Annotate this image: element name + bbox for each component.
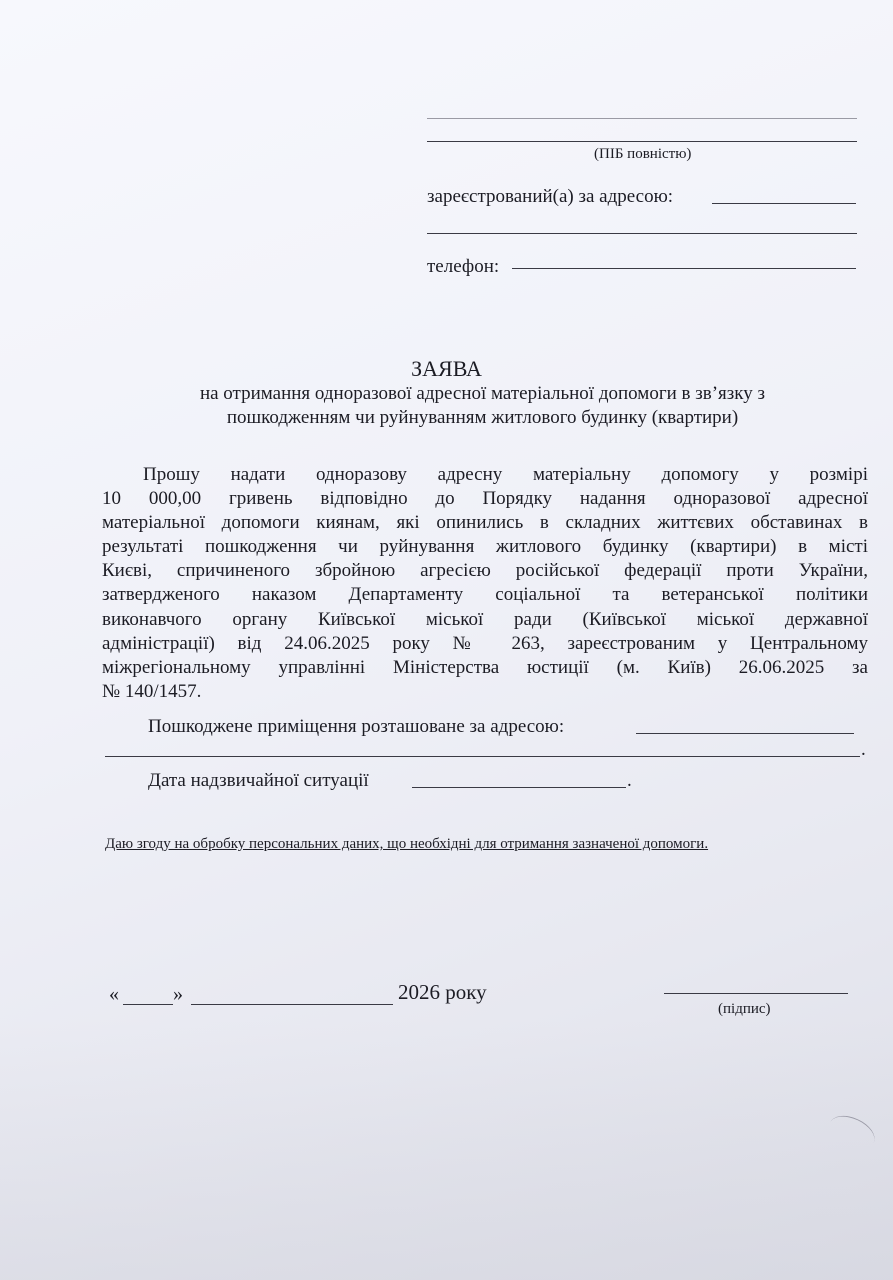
paragraph-line: 10 000,00 гривень відповідно до Порядку надання одноразової адресної [102, 488, 868, 510]
subtitle-line-1: на отримання одноразової адресної матеріальної допомоги в зв’язку з [199, 383, 766, 404]
date-period: . [627, 770, 632, 791]
address-period: . [861, 739, 866, 760]
paragraph-line: Прошу надати одноразову адресну матеріальну допомогу у розмірі [143, 464, 868, 485]
damaged-address-line-2 [105, 756, 860, 757]
damaged-premises-label: Пошкоджене приміщення розташоване за адресою: [148, 716, 565, 737]
name-line-2 [427, 141, 857, 142]
date-open-quote: « [109, 983, 119, 1005]
damaged-address-line-1 [636, 733, 854, 734]
paragraph-line: виконавчого органу Київської міської ради (Київської міської державної [102, 608, 868, 630]
paragraph-line: матеріальної допомоги киянам, які опинились в складних життєвих обставинах в [102, 512, 868, 534]
paper-mark [824, 1109, 880, 1156]
emergency-date-line [412, 787, 626, 788]
paragraph-line: Києві, спричиненого збройною агресією російської федерації проти України, [102, 560, 868, 582]
document-title: ЗАЯВА [411, 356, 482, 381]
phone-line [512, 268, 856, 269]
subtitle-line-2: пошкодженням чи руйнуванням житлового будинку (квартири) [226, 407, 739, 428]
date-close-quote: » [173, 983, 183, 1005]
paragraph-line: № 140/1457. [102, 680, 202, 702]
name-line-1 [427, 118, 857, 119]
consent-text: Даю згоду на обробку персональних даних, що необхідні для отримання зазначеної допомоги. [105, 836, 709, 852]
paragraph-line: міжрегіональному управлінні Міністерства юстиції (м. Київ) 26.06.2025 за [102, 656, 868, 678]
signature-line [664, 993, 848, 994]
year-text: 2026 року [398, 980, 487, 1004]
address-line-1 [712, 203, 856, 204]
paper-shadow [0, 1020, 893, 1280]
month-line [191, 1004, 393, 1005]
paragraph-line: адміністрації) від 24.06.2025 року № 263, зареєстрованим у Центральному [102, 632, 868, 654]
day-line [123, 1004, 173, 1005]
paragraph-line: затвердженого наказом Департаменту соціальної та ветеранської політики [102, 584, 868, 606]
signature-caption: (підпис) [718, 1001, 771, 1017]
document-subtitle [150, 382, 815, 430]
request-paragraph [102, 463, 868, 704]
phone-label: телефон: [427, 256, 500, 277]
address-label: зареєстрований(а) за адресою: [427, 186, 674, 207]
emergency-date-label: Дата надзвичайної ситуації [148, 770, 369, 791]
address-line-2 [427, 233, 857, 234]
paragraph-line: результаті пошкодження чи руйнування житлового будинку (квартири) в місті [102, 536, 868, 558]
name-caption: (ПІБ повністю) [594, 146, 692, 162]
